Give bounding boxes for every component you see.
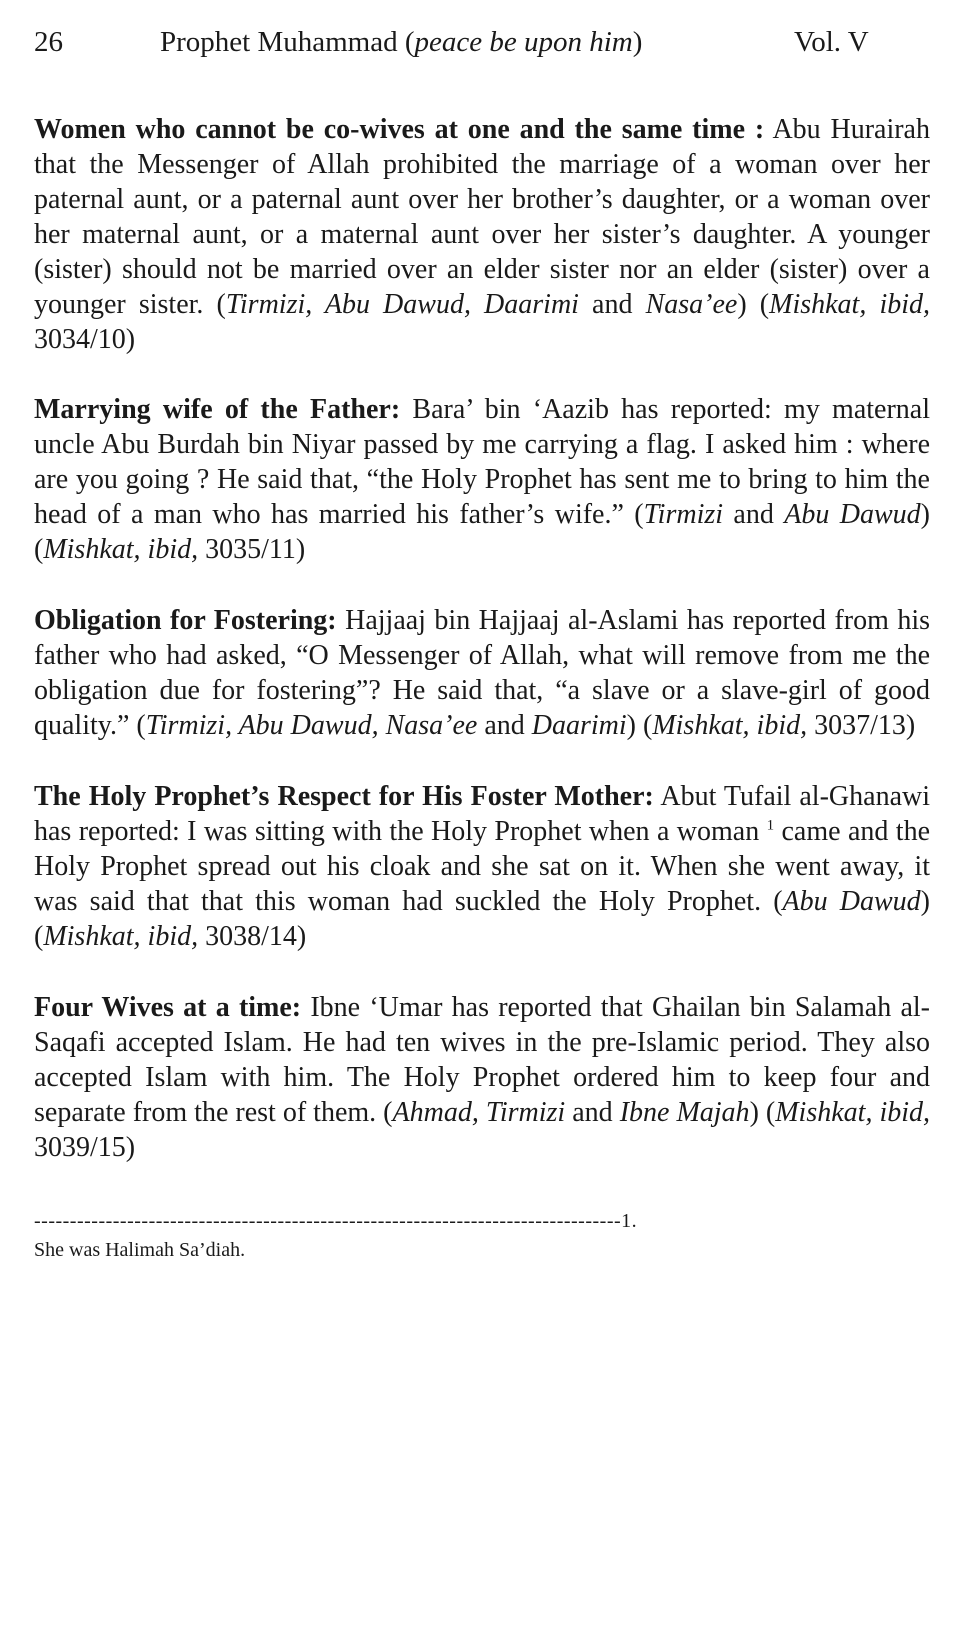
hadith-entry-foster-mother: The Holy Prophet’s Respect for His Foster Mother: Abut Tufail al-Ghanawi has reported: I was sitting with the Holy Prophet when a woman $^1$ came and the Holy Prophet spread out his cloak and she sat on it. When she went away, it was said that that this woman had suckled the Holy Prophet. (Abu Dawud) (Mishkat, ibid, 3038/14) bbox=[34, 781, 930, 952]
hadith-entry-fostering: Obligation for Fostering: Hajjaaj bin Hajjaaj al-Aslami has reported from his father who had asked, “O Messenger of Allah, what will remove from me the obligation due for fostering”? He said that, “a slave or a slave-girl of good quality.” (Tirmizi, Abu Dawud, Nasa’ee and Daarimi) (Mishkat, ibid, 3037/13) bbox=[34, 605, 931, 741]
page-header bbox=[34, 18, 930, 62]
entry-heading: Four Wives at a time: bbox=[34, 992, 302, 1023]
hadith-entry-fathers-wife: Marrying wife of the Father: Bara’ bin ‘Aazib has reported: my maternal uncle Abu Burdah bin Niyar passed by me carrying a flag. I asked him : where are you going ? He said that, “the Holy Prophet has sent me to bring to him the head of a man who has married his father’s wife.” (Tirmizi and Abu Dawud) (Mishkat, ibid, 3035/11) bbox=[34, 394, 931, 565]
footnote-marker: 1 bbox=[766, 817, 775, 834]
running-title: Prophet Muhammad (peace be upon him) bbox=[160, 26, 643, 58]
footnote-text: She was Halimah Sa’diah. bbox=[34, 1239, 246, 1261]
entry-heading: Marrying wife of the Father: bbox=[34, 394, 401, 425]
page-number: 26 bbox=[34, 26, 63, 58]
book-page bbox=[34, 18, 930, 1262]
entry-heading: Women who cannot be co-wives at one and the same time : bbox=[34, 114, 765, 145]
footnote-separator: ----------------------------------------------------------------------------------1. bbox=[34, 1210, 638, 1232]
entry-heading: The Holy Prophet’s Respect for His Foster Mother: bbox=[34, 781, 654, 812]
volume-label: Vol. V bbox=[794, 26, 869, 58]
hadith-entry-four-wives: Four Wives at a time: Ibne ‘Umar has reported that Ghailan bin Salamah al-Saqafi accepted Islam. He had ten wives in the pre-Islamic period. They also accepted Islam with him. The Holy Prophet ordered him to keep four and separate from the rest of them. (Ahmad, Tirmizi and Ibne Majah) (Mishkat, ibid, 3039/15) bbox=[34, 992, 931, 1163]
entry-heading: Obligation for Fostering: bbox=[34, 605, 337, 636]
hadith-entry-co-wives: Women who cannot be co-wives at one and the same time : Abu Hurairah that the Messenger of Allah prohibited the marriage of a woman over her paternal aunt, or a paternal aunt over her brother’s daughter, or a woman over her maternal aunt, or a maternal aunt over her sister’s daughter. A younger (sister) should not be married over an elder sister nor an elder (sister) over a younger sister. (Tirmizi, Abu Dawud, Daarimi and Nasa’ee) (Mishkat, ibid, 3034/10) bbox=[34, 114, 930, 355]
